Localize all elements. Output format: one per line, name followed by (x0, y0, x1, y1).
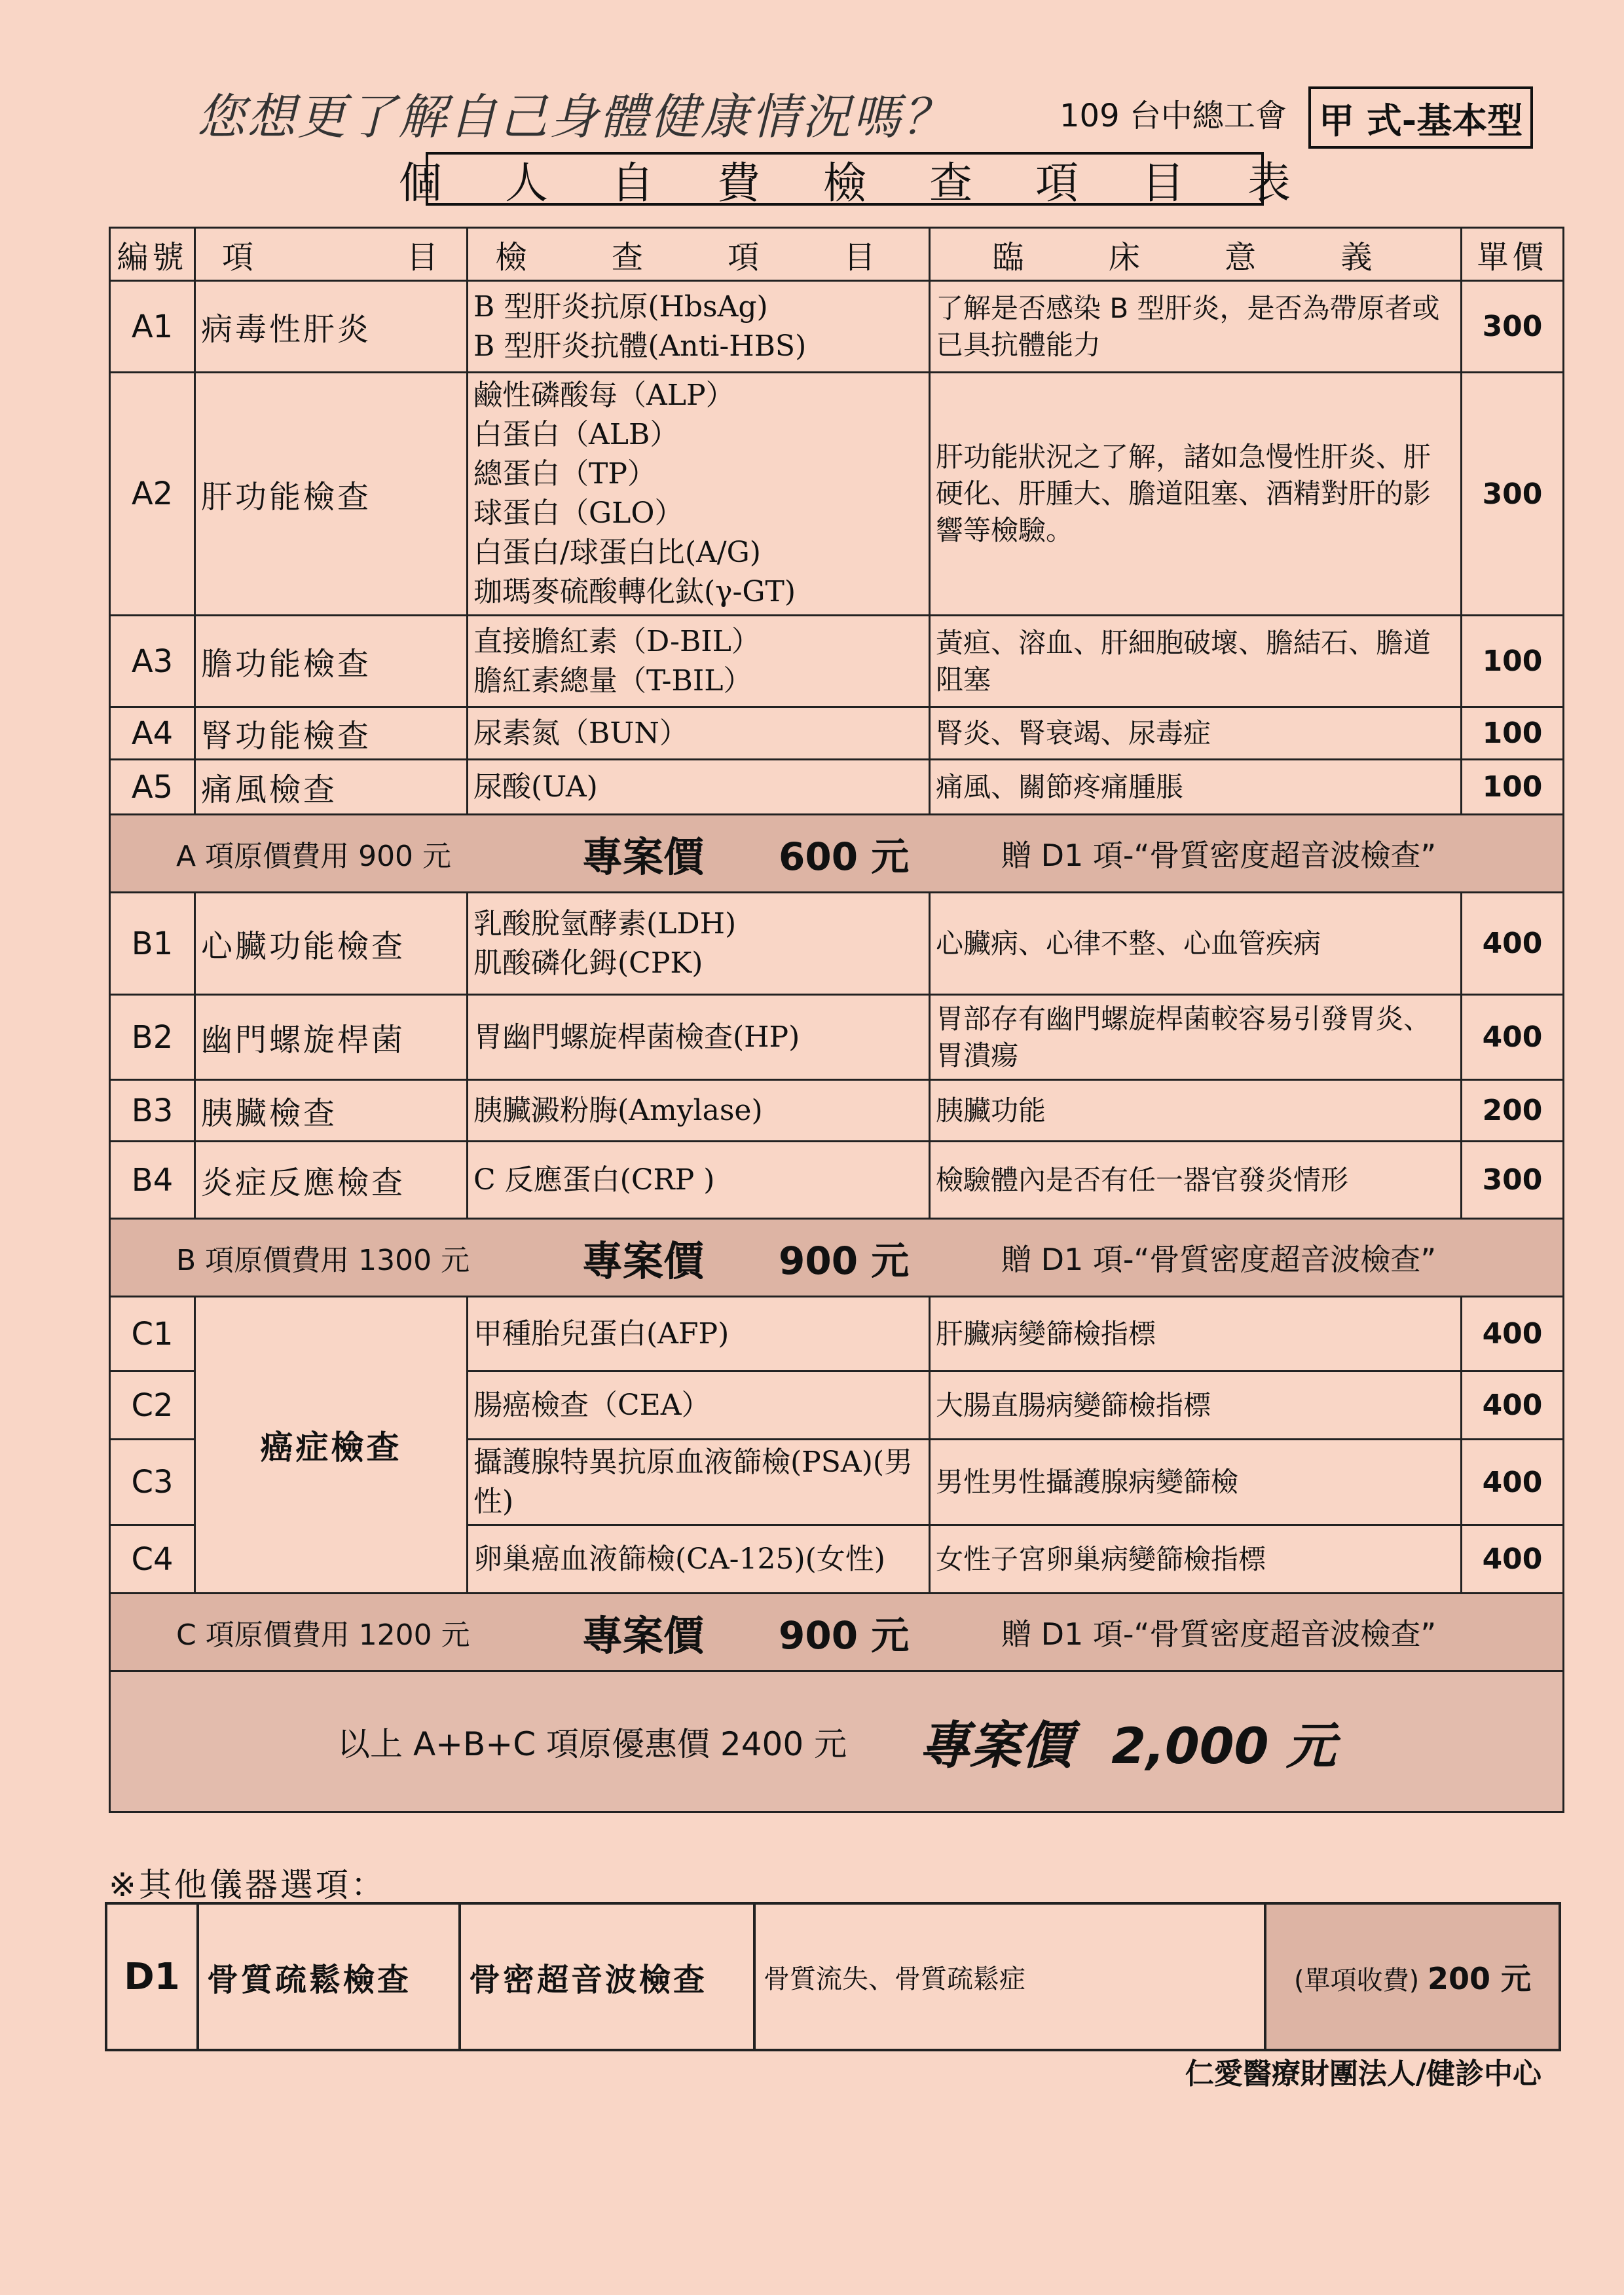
row-meaning: 胰臟功能 (930, 1080, 1462, 1142)
exam-line: 球蛋白（GLO） (473, 496, 684, 530)
row-code: C1 (110, 1297, 195, 1371)
promo-gift: 贈 D1 項-“骨質密度超音波檢查” (1001, 1616, 1437, 1652)
table-header (110, 228, 1564, 281)
row-code: A4 (110, 707, 195, 760)
total-price: 2,000 元 (1111, 1716, 1336, 1775)
form-title: 個人自費檢查項目表 (426, 152, 1264, 206)
table-row (110, 616, 1564, 707)
promo-original-price: A 項原價費用 900 元 (176, 840, 452, 873)
exam-line: C 反應蛋白(CRP ) (473, 1163, 715, 1197)
row-code: A5 (110, 760, 195, 815)
row-exams (468, 1080, 930, 1142)
table-row (110, 893, 1564, 995)
total-row (110, 1671, 1564, 1812)
table-row (110, 1080, 1564, 1142)
row-code: A1 (110, 281, 195, 373)
exam-line: 膽紅素總量（T-BIL） (473, 663, 752, 698)
union-name: 109 台中總工會 (1060, 98, 1287, 134)
row-exams (468, 616, 930, 707)
exam-line: 乳酸脫氫酵素(LDH) (473, 906, 737, 941)
row-meaning: 女性子宮卵巢病變篩檢指標 (930, 1525, 1462, 1594)
other-options-table (105, 1902, 1561, 2051)
row-item: 膽功能檢查 (195, 616, 468, 707)
table-row (110, 281, 1564, 373)
header-price: 單價 (1462, 228, 1564, 281)
headline: 您想更了解自己身體健康情況嗎？ (196, 89, 953, 145)
promo-label: 專案價 (582, 832, 705, 881)
promo-gift: 贈 D1 項-“骨質密度超音波檢查” (1001, 1242, 1437, 1277)
exam-table (109, 227, 1564, 1813)
exam-line: 尿酸(UA) (473, 770, 598, 804)
row-exams (468, 373, 930, 616)
row-item: 肝功能檢查 (195, 373, 468, 616)
row-exams (468, 1371, 930, 1440)
exam-line: 直接膽紅素（D-BIL） (473, 624, 760, 658)
exam-line: 白蛋白/球蛋白比(A/G) (473, 536, 761, 569)
exam-line: 甲種胎兒蛋白(AFP) (473, 1316, 729, 1351)
exam-line: 胰臟澱粉脢(Amylase) (473, 1093, 763, 1127)
row-code: C2 (110, 1371, 195, 1440)
row-meaning: 痛風、關節疼痛腫脹 (930, 760, 1462, 815)
row-price: 400 (1462, 1297, 1564, 1371)
row-exams (468, 281, 930, 373)
exam-line: 胃幽門螺旋桿菌檢查(HP) (473, 1020, 800, 1054)
table-row (106, 1903, 1560, 2050)
row-meaning: 腎炎、腎衰竭、尿毒症 (930, 707, 1462, 760)
row-code: B1 (110, 893, 195, 995)
exam-line: 卵巢癌血液篩檢(CA-125)(女性) (473, 1542, 885, 1576)
row-price: 100 (1462, 616, 1564, 707)
exam-line: 尿素氮（BUN） (473, 716, 688, 750)
promo-row (110, 1594, 1564, 1671)
row-price: 400 (1462, 893, 1564, 995)
exam-line: 白蛋白（ALB） (473, 418, 679, 451)
total-label: 專案價 (919, 1717, 1073, 1776)
row-price: 100 (1462, 760, 1564, 815)
other-options-heading: ※其他儀器選項： (109, 1866, 386, 1904)
row-price: 300 (1462, 373, 1564, 616)
header-exam: 檢查項目 (468, 228, 930, 281)
row-item: 腎功能檢查 (195, 707, 468, 760)
promo-gift: 贈 D1 項-“骨質密度超音波檢查” (1001, 838, 1437, 873)
option-price: (單項收費) 200 元 (1265, 1903, 1560, 2050)
exam-line: 攝護腺特異抗原血液篩檢(PSA)(男性) (473, 1446, 913, 1518)
promo-cell (110, 1594, 1564, 1671)
row-code: B3 (110, 1080, 195, 1142)
row-meaning: 檢驗體內是否有任一器官發炎情形 (930, 1142, 1462, 1219)
row-meaning: 肝臟病變篩檢指標 (930, 1297, 1462, 1371)
promo-cell (110, 815, 1564, 893)
table-row (110, 1297, 1564, 1371)
row-code: B4 (110, 1142, 195, 1219)
exam-line: 珈瑪麥硫酸轉化鈦(γ-GT) (473, 575, 796, 608)
row-meaning: 心臟病、心律不整、心血管疾病 (930, 893, 1462, 995)
exam-line: B 型肝炎抗體(Anti-HBS) (473, 329, 807, 363)
total-content (111, 1672, 1562, 1811)
promo-row (110, 1219, 1564, 1297)
exam-line: 總蛋白（TP） (473, 457, 656, 491)
promo-label: 專案價 (582, 1611, 705, 1660)
row-code: B2 (110, 995, 195, 1080)
row-code: A3 (110, 616, 195, 707)
table-row (110, 995, 1564, 1080)
row-price: 400 (1462, 1371, 1564, 1440)
exam-line: B 型肝炎抗原(HbsAg) (473, 289, 768, 324)
row-code: C4 (110, 1525, 195, 1594)
exam-line: 腸癌檢查（CEA） (473, 1388, 710, 1422)
row-price: 200 (1462, 1080, 1564, 1142)
row-item: 炎症反應檢查 (195, 1142, 468, 1219)
promo-row (110, 815, 1564, 893)
row-exams (468, 995, 930, 1080)
promo-content (111, 1220, 1562, 1296)
header-meaning: 臨床意義 (930, 228, 1462, 281)
cancer-group-label: 癌症檢查 (195, 1297, 468, 1594)
row-exams (468, 1440, 930, 1525)
row-exams (468, 707, 930, 760)
row-price: 300 (1462, 281, 1564, 373)
promo-price: 900 元 (779, 1613, 910, 1658)
promo-content (111, 815, 1562, 891)
row-meaning: 肝功能狀況之了解，諸如急慢性肝炎、肝硬化、肝腫大、膽道阻塞、酒精對肝的影響等檢驗。 (930, 373, 1462, 616)
row-price: 400 (1462, 1525, 1564, 1594)
row-meaning: 男性男性攝護腺病變篩檢 (930, 1440, 1462, 1525)
promo-cell (110, 1219, 1564, 1297)
row-item: 痛風檢查 (195, 760, 468, 815)
row-meaning: 了解是否感染 B 型肝炎，是否為帶原者或已具抗體能力 (930, 281, 1462, 373)
row-item: 病毒性肝炎 (195, 281, 468, 373)
header-code: 編號 (110, 228, 195, 281)
promo-price: 600 元 (779, 834, 910, 879)
table-row (110, 1142, 1564, 1219)
plan-badge: 甲 式-基本型 (1308, 86, 1533, 149)
row-meaning: 大腸直腸病變篩檢指標 (930, 1371, 1462, 1440)
row-code: A2 (110, 373, 195, 616)
promo-original-price: C 項原價費用 1200 元 (176, 1618, 470, 1652)
row-exams (468, 1142, 930, 1219)
row-price: 400 (1462, 995, 1564, 1080)
row-exams (468, 893, 930, 995)
row-meaning: 黃疸、溶血、肝細胞破壞、膽結石、膽道阻塞 (930, 616, 1462, 707)
promo-original-price: B 項原價費用 1300 元 (176, 1244, 470, 1277)
exam-line: 鹼性磷酸每（ALP） (473, 379, 735, 412)
promo-content (111, 1594, 1562, 1670)
exam-line: 肌酸磷化鉧(CPK) (473, 946, 703, 980)
row-price: 400 (1462, 1440, 1564, 1525)
option-meaning: 骨質流失、骨質疏鬆症 (754, 1903, 1265, 2050)
row-meaning: 胃部存有幽門螺旋桿菌較容易引發胃炎、胃潰瘍 (930, 995, 1462, 1080)
row-item: 胰臟檢查 (195, 1080, 468, 1142)
promo-label: 專案價 (582, 1237, 705, 1285)
row-item: 幽門螺旋桿菌 (195, 995, 468, 1080)
row-item: 心臟功能檢查 (195, 893, 468, 995)
table-row (110, 373, 1564, 616)
row-price: 300 (1462, 1142, 1564, 1219)
promo-price: 900 元 (779, 1239, 910, 1283)
option-code: D1 (106, 1903, 198, 2050)
table-row (110, 760, 1564, 815)
option-item: 骨質疏鬆檢查 (198, 1903, 460, 2050)
footer-org: 仁愛醫療財團法人/健診中心 (1185, 2057, 1541, 2091)
row-exams (468, 1525, 930, 1594)
option-exam: 骨密超音波檢查 (460, 1903, 754, 2050)
total-cell (110, 1671, 1564, 1812)
row-exams (468, 760, 930, 815)
header-item: 項目 (195, 228, 468, 281)
row-code: C3 (110, 1440, 195, 1525)
total-original-price: 以上 A+B+C 項原優惠價 2400 元 (337, 1725, 847, 1763)
row-price: 100 (1462, 707, 1564, 760)
row-exams (468, 1297, 930, 1371)
table-row (110, 707, 1564, 760)
